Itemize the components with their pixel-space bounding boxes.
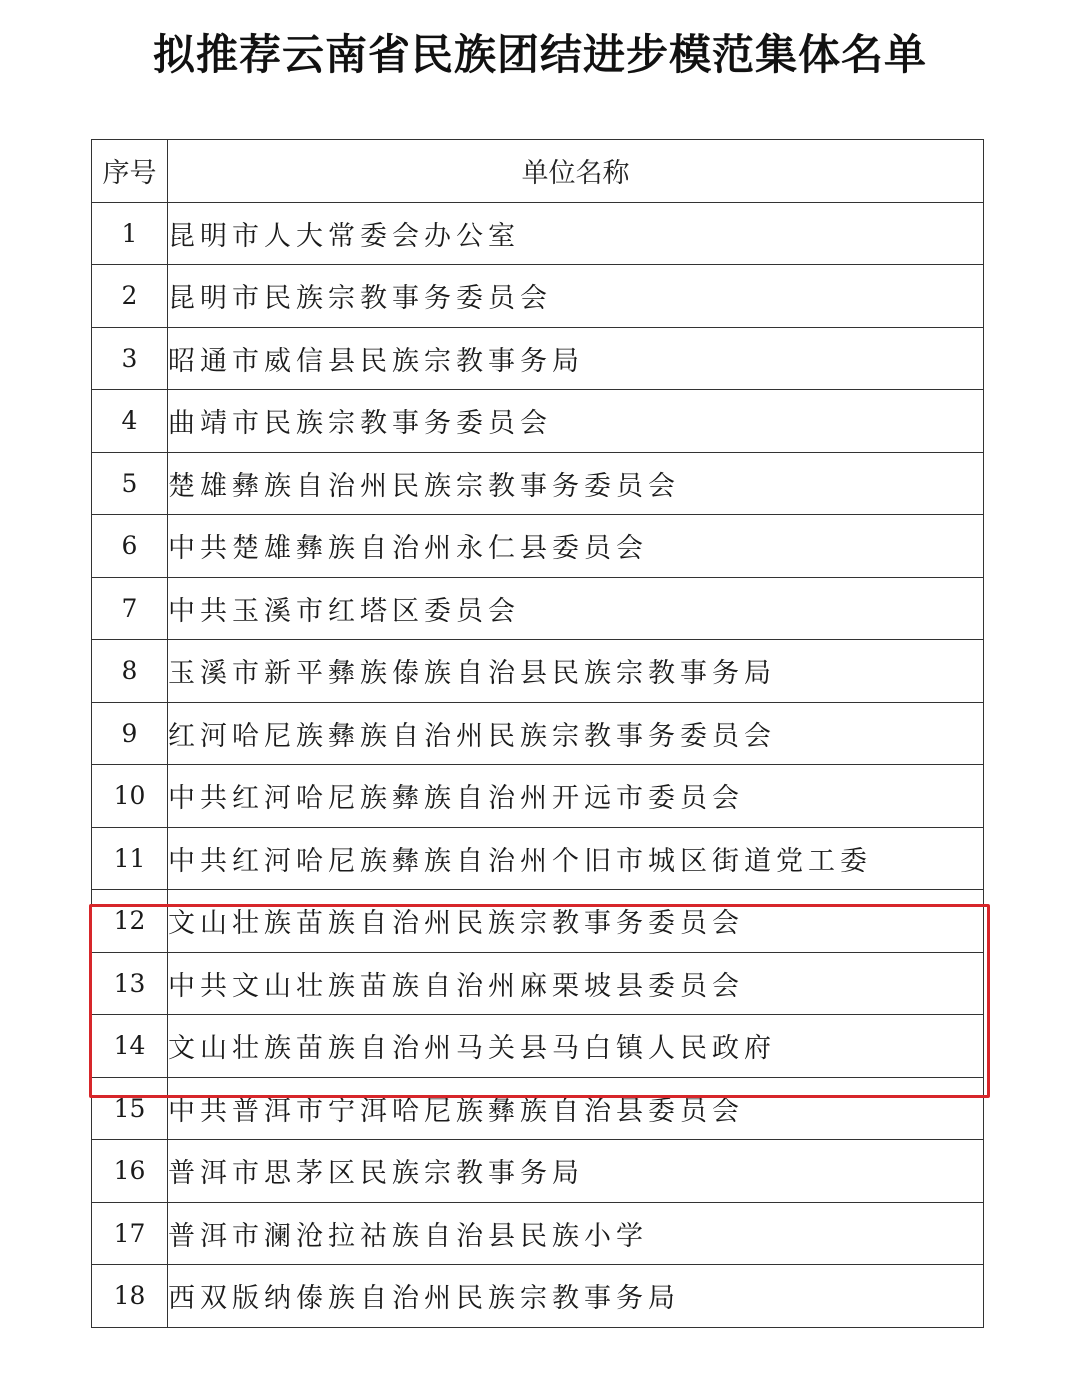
table-row <box>92 702 984 765</box>
column-header-name: 单位名称 <box>168 140 984 203</box>
row-unit-name: 红河哈尼族彝族自治州民族宗教事务委员会 <box>168 702 984 765</box>
row-unit-name: 中共红河哈尼族彝族自治州个旧市城区街道党工委 <box>168 827 984 890</box>
row-unit-name: 文山壮族苗族自治州马关县马白镇人民政府 <box>168 1015 984 1078</box>
row-index: 17 <box>92 1202 168 1265</box>
table-row <box>92 327 984 390</box>
row-index: 14 <box>92 1015 168 1078</box>
row-unit-name: 文山壮族苗族自治州民族宗教事务委员会 <box>168 890 984 953</box>
table-row <box>92 390 984 453</box>
row-index: 13 <box>92 952 168 1015</box>
row-index: 9 <box>92 702 168 765</box>
table-row <box>92 202 984 265</box>
table-row <box>92 1140 984 1203</box>
row-index: 15 <box>92 1077 168 1140</box>
page-title: 拟推荐云南省民族团结进步模范集体名单 <box>152 30 927 79</box>
row-index: 18 <box>92 1265 168 1328</box>
table-row <box>92 827 984 890</box>
row-index: 4 <box>92 390 168 453</box>
row-unit-name: 中共玉溪市红塔区委员会 <box>168 577 984 640</box>
row-index: 2 <box>92 265 168 328</box>
table-row <box>92 577 984 640</box>
row-index: 8 <box>92 640 168 703</box>
table-row <box>92 265 984 328</box>
table-row <box>92 515 984 578</box>
row-unit-name: 曲靖市民族宗教事务委员会 <box>168 390 984 453</box>
row-unit-name: 昆明市民族宗教事务委员会 <box>168 265 984 328</box>
row-unit-name: 普洱市思茅区民族宗教事务局 <box>168 1140 984 1203</box>
table-row <box>92 1202 984 1265</box>
table-header-row <box>92 140 984 203</box>
row-unit-name: 昭通市威信县民族宗教事务局 <box>168 327 984 390</box>
row-unit-name: 普洱市澜沧拉祜族自治县民族小学 <box>168 1202 984 1265</box>
nominee-table <box>91 139 984 1328</box>
row-index: 11 <box>92 827 168 890</box>
row-index: 1 <box>92 202 168 265</box>
row-index: 7 <box>92 577 168 640</box>
table-row <box>92 765 984 828</box>
table-row <box>92 1265 984 1328</box>
row-unit-name: 楚雄彝族自治州民族宗教事务委员会 <box>168 452 984 515</box>
row-index: 6 <box>92 515 168 578</box>
row-index: 16 <box>92 1140 168 1203</box>
column-header-index: 序号 <box>92 140 168 203</box>
row-index: 3 <box>92 327 168 390</box>
row-unit-name: 中共红河哈尼族彝族自治州开远市委员会 <box>168 765 984 828</box>
row-index: 12 <box>92 890 168 953</box>
row-index: 5 <box>92 452 168 515</box>
row-unit-name: 玉溪市新平彝族傣族自治县民族宗教事务局 <box>168 640 984 703</box>
highlight-box <box>89 904 990 1098</box>
row-unit-name: 昆明市人大常委会办公室 <box>168 202 984 265</box>
row-unit-name: 中共文山壮族苗族自治州麻栗坡县委员会 <box>168 952 984 1015</box>
row-unit-name: 西双版纳傣族自治州民族宗教事务局 <box>168 1265 984 1328</box>
row-unit-name: 中共普洱市宁洱哈尼族彝族自治县委员会 <box>168 1077 984 1140</box>
row-unit-name: 中共楚雄彝族自治州永仁县委员会 <box>168 515 984 578</box>
table-row <box>92 452 984 515</box>
table-row <box>92 640 984 703</box>
row-index: 10 <box>92 765 168 828</box>
